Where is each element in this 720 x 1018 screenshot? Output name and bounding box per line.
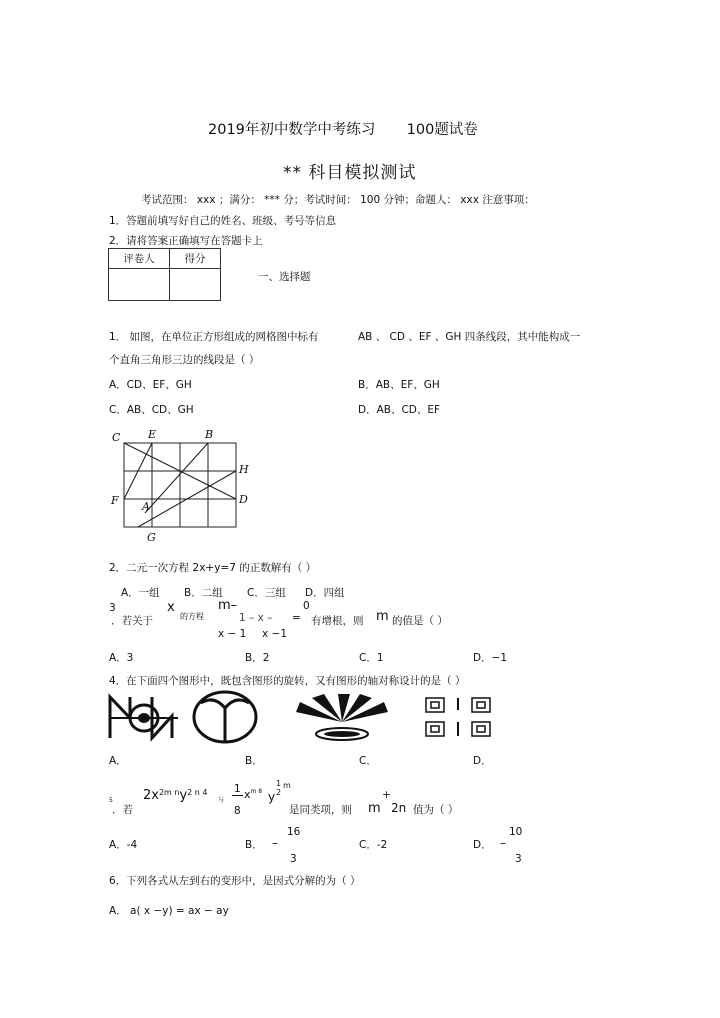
q3-option-c: C．1 [359,652,384,664]
label-g: G [147,531,156,544]
q4-figure-a [108,694,180,740]
subtitle-stars: ** [283,163,302,183]
q1-option-d: D．AB、CD、EF [358,404,441,416]
q5-option-d-den: 3 [515,853,522,865]
q5-term1-base: 2x [143,788,159,803]
q4-figure-b [192,690,258,746]
grader-cell [109,269,170,301]
q5-term2-x: x [244,788,251,801]
title-year: 2019 [208,122,245,138]
q5-prefix: ．若 [112,804,133,816]
q5-option-d: D． [473,839,492,851]
q1-stem-a: 1． 如图，在单位正方形组成的网格图中标有 [109,331,319,343]
q4-option-b: B． [245,755,263,767]
title-suffix: 题试卷 [434,122,478,138]
q5-option-d-minus: – [500,836,506,850]
q3-var-m: m [376,609,389,624]
q3-frac-den2: x −1 [262,628,288,640]
q5-term2-m: m [283,781,291,790]
q5-term1-sup: 2m n [158,788,180,797]
paper-subtitle [283,158,416,183]
label-c: C [112,431,121,444]
q1-option-c: C．AB、CD、GH [109,404,194,416]
q5-frac-num: 1 [234,783,241,795]
q1-option-a: A．CD、EF、GH [109,379,192,391]
q4-option-d: D． [473,755,492,767]
q3-prefix: ．若关于 [111,615,153,627]
q5-number: 5 [109,797,113,804]
segment-ab [145,443,208,513]
score-cell [170,269,221,301]
q3-zero: 0 [303,600,310,612]
q2-option-a: A．一组 [121,587,160,599]
q5-frac-den: 8 [234,805,241,817]
q3-equals: = [292,612,301,624]
q5-option-a: A．-4 [109,839,138,851]
title-count: 100 [406,122,435,138]
q3-var-x: x [167,600,175,615]
q5-term1 [143,788,208,803]
label-b: B [205,428,214,441]
q6-stem: 6．下列各式从左到右的变形中，是因式分解的为（ ） [109,875,361,887]
score-table [108,248,221,301]
q4-option-c: C． [359,755,377,767]
q2-option-b: B．二组 [184,587,223,599]
q5-expr-n: 2n [391,801,407,815]
grid-lines [124,443,236,527]
q5-term1-ysup: 2 n 4 [187,788,208,797]
q3-frac-num2: 1 – x – [239,612,273,624]
q5-term2 [244,788,262,801]
q5-term1-y: y [179,788,188,803]
q3-tail2: 的值是（ ） [392,615,448,627]
paper-title [208,118,478,139]
exam-info: 考试范围： xxx ；满分： *** 分；考试时间： 100 分钟；命题人： xxx 注意事项： [141,194,535,206]
q5-expr-m: m [368,801,381,816]
q2-option-d: D．四组 [305,587,345,599]
label-f: F [111,494,119,507]
label-e: E [148,428,157,441]
q6-option-a: A． a( x −y) = ax − ay [109,905,229,917]
q1-stem-b: AB 、 CD 、EF 、GH 四条线段，其中能构成一 [358,331,581,343]
q5-tail: 值为（ ） [413,804,459,816]
q3-mid: 的方程 [180,612,204,621]
q5-option-c: C．-2 [359,839,388,851]
q5-option-d-num: 10 [509,826,523,838]
q1-option-b: B．AB、EF、GH [358,379,440,391]
q4-option-a: A． [109,755,127,767]
q5-term2-xsup: m 8 [250,788,263,795]
label-d: D [239,493,248,506]
score-table-score: 得分 [170,249,221,269]
q5-term2-ysup2: 2 [276,788,282,797]
q4-figure-d [424,696,494,740]
q5-option-b-minus: – [272,836,278,850]
q5-term2-ysup1: 1 [276,779,282,788]
q1-stem-c: 个直角三角形三边的线段是（ ） [109,354,260,366]
q3-tail: 有增根，则 [311,615,364,627]
q3-option-d: D．−1 [473,652,508,664]
notice-2: 2．请将答案正确填写在答题卡上 [109,235,263,247]
q3-option-a: A．3 [109,652,134,664]
q5-term2-y: y [268,790,276,804]
q5-option-b-num: 16 [287,826,301,838]
score-table-grader: 评卷人 [109,249,170,269]
section-title: 一、选择题 [258,271,311,283]
notice-1: 1．答题前填写好自己的姓名、班级、考号等信息 [109,215,337,227]
q2-stem: 2．二元一次方程 2x+y=7 的正数解有（ ） [109,562,317,574]
q3-option-b: B．2 [245,652,270,664]
q5-option-b-den: 3 [290,853,297,865]
q5-frac-bar [232,795,243,796]
q5-option-b: B． [245,839,263,851]
subtitle-text: 科目模拟测试 [308,163,417,183]
q3-frac-num: m– [218,598,238,613]
q5-mid: 是同类项，则 [289,804,352,816]
q4-figure-c [294,694,390,744]
q4-stem: 4．在下面四个图形中，既包含图形的旋转，又有图形的轴对称设计的是（ ） [109,675,466,687]
q2-option-c: C．三组 [247,587,286,599]
q3-frac-den1: x − 1 [218,628,247,640]
q5-plus: + [382,789,391,801]
q1-grid-figure [108,425,268,545]
label-h: H [239,463,249,476]
q5-with: 与 [218,797,225,804]
q3-number: 3 [109,602,116,614]
label-a: A [142,500,150,513]
title-text: 年初中数学中考练习 [244,122,376,138]
